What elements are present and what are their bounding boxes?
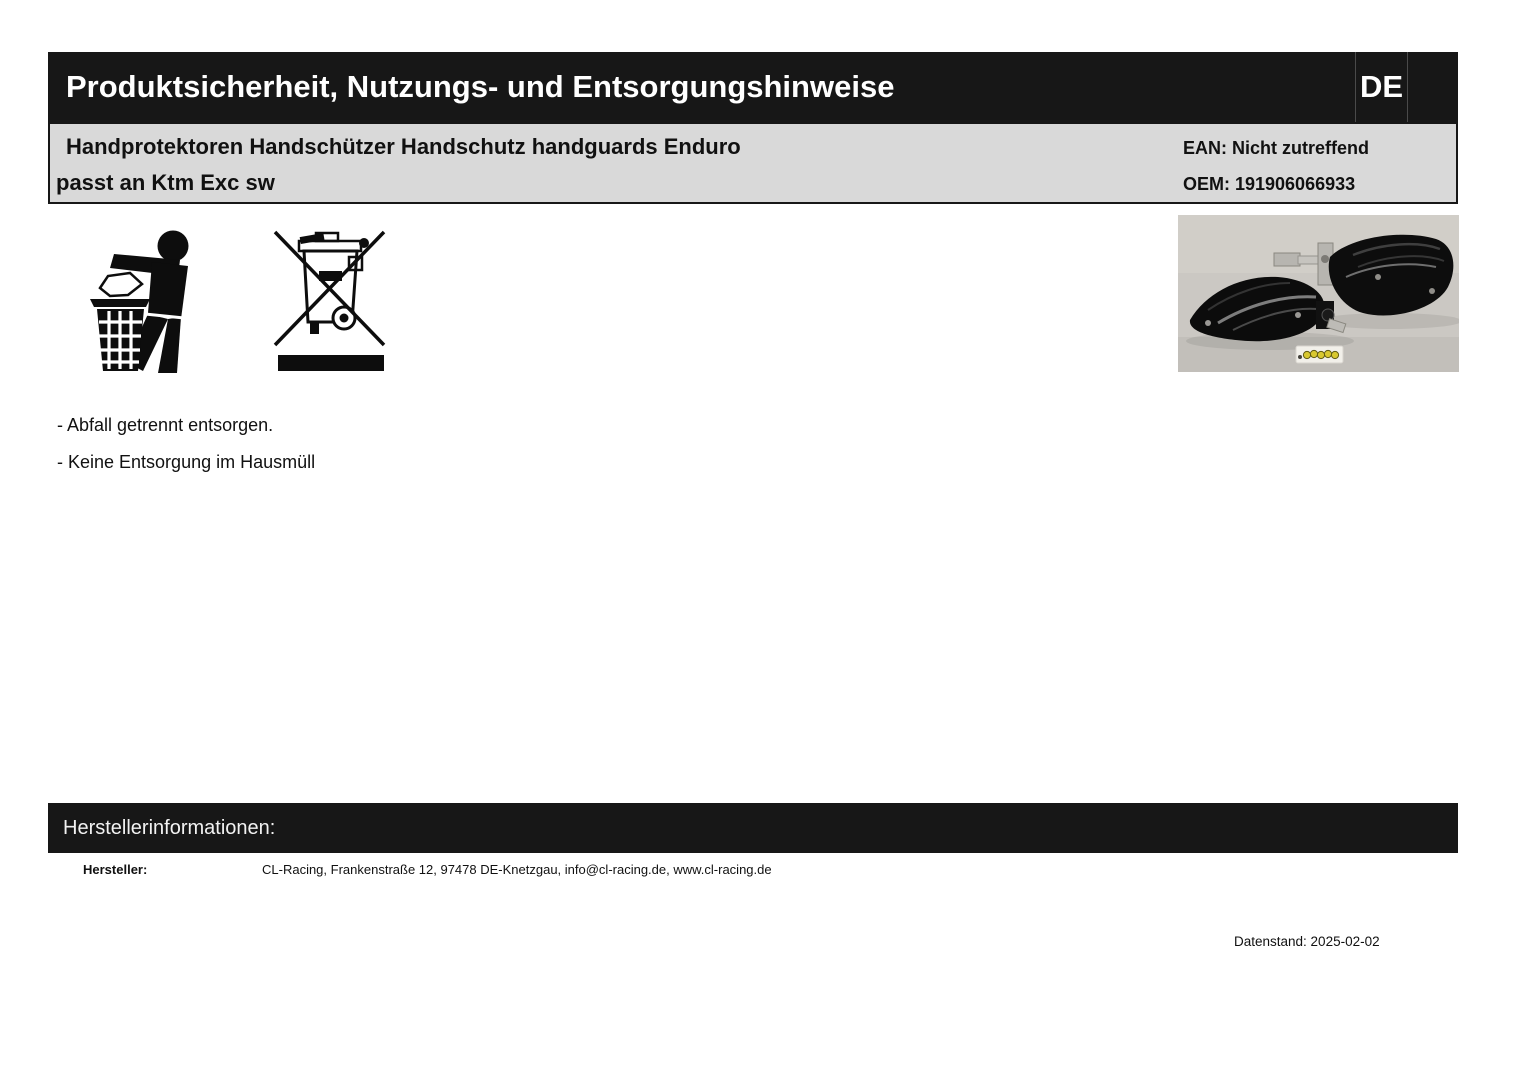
data-status: Datenstand: 2025-02-02 — [1234, 934, 1380, 949]
tidyman-icon — [88, 226, 210, 374]
product-codes — [1183, 130, 1369, 202]
manufacturer-label: Hersteller: — [83, 862, 148, 877]
product-info-bar — [48, 122, 1458, 204]
manufacturer-value: CL-Racing, Frankenstraße 12, 97478 DE-Knetzgau, info@cl-racing.de, www.cl-racing.de — [262, 862, 772, 877]
header-bar — [48, 52, 1458, 122]
product-photo — [1178, 215, 1459, 372]
disposal-note-1: - Abfall getrennt entsorgen. — [57, 415, 274, 435]
language-badge: DE — [1355, 52, 1408, 122]
manufacturer-section-title: Herstellerinformationen: — [63, 817, 276, 839]
product-title-line2: passt an Ktm Exc sw — [56, 170, 275, 195]
product-title-line1: Handprotektoren Handschützer Handschutz handguards Enduro — [66, 134, 741, 159]
ean-value: EAN: Nicht zutreffend — [1183, 138, 1369, 158]
oem-value: OEM: 191906066933 — [1183, 174, 1356, 194]
manufacturer-section-bar — [48, 803, 1458, 853]
disposal-note-2: - Keine Entsorgung im Hausmüll — [57, 452, 316, 472]
page-title: Produktsicherheit, Nutzungs- und Entsorgungshinweise — [66, 69, 895, 104]
weee-crossed-out-bin-icon — [272, 229, 389, 372]
